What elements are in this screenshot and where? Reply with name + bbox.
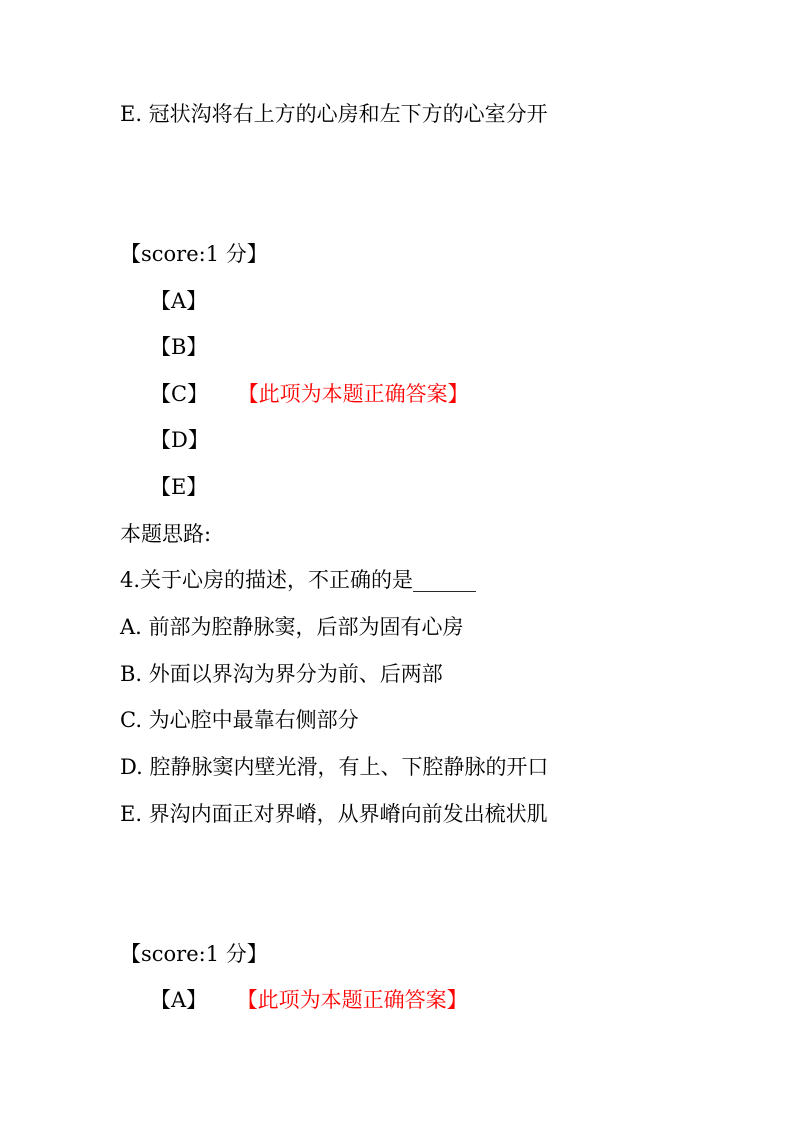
correct-answer-mark: 【此项为本题正确答案】 — [247, 988, 468, 1012]
q4-stem: 4.关于心房的描述，不正确的是______ — [120, 568, 477, 592]
q3-score: 【score:1 分】 — [120, 242, 268, 266]
q4-option-b: B. 外面以界沟为界分为前、后两部 — [120, 662, 443, 686]
q3-answer-b — [150, 333, 207, 361]
q3-answer-a — [150, 287, 207, 315]
answer-label: 【A】 — [150, 988, 208, 1012]
q4-option-a: A. 前部为腔静脉窦，后部为固有心房 — [120, 615, 464, 639]
q3-answer-d — [150, 426, 209, 454]
answer-label: 【A】 — [150, 289, 208, 313]
answer-label: 【E】 — [150, 475, 208, 499]
correct-answer-mark: 【此项为本题正确答案】 — [248, 382, 469, 406]
q4-option-e: E. 界沟内面正对界嵴，从界嵴向前发出梳状肌 — [120, 802, 548, 826]
q4-option-d: D. 腔静脉窦内壁光滑，有上、下腔静脉的开口 — [120, 755, 549, 779]
q4-option-c: C. 为心腔中最靠右侧部分 — [120, 708, 359, 732]
answer-label: 【D】 — [150, 428, 209, 452]
q4-score: 【score:1 分】 — [120, 942, 268, 966]
q3-option-e: E. 冠状沟将右上方的心房和左下方的心室分开 — [120, 102, 548, 126]
q4-answer-a — [150, 986, 468, 1014]
explanation-label: 本题思路: — [120, 522, 212, 546]
answer-label: 【B】 — [150, 335, 208, 359]
q3-answer-c — [150, 380, 469, 408]
q3-answer-e — [150, 473, 207, 501]
answer-label: 【C】 — [150, 382, 209, 406]
